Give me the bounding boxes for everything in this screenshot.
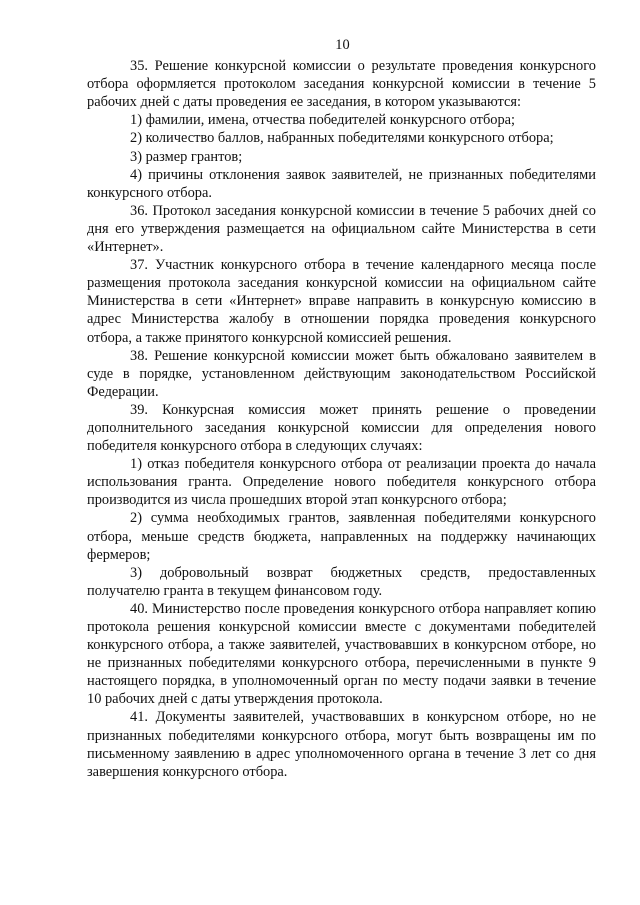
paragraph-38: 38. Решение конкурсной комиссии может быть обжаловано заявителем в суде в порядке, установленном действующим законодательством Российской Федерации. xyxy=(87,347,596,400)
paragraph-39-item-3: 3) добровольный возврат бюджетных средств, предоставленных получателю гранта в текущем финансовом году. xyxy=(87,564,596,599)
paragraph-40: 40. Министерство после проведения конкурсного отбора направляет копию протокола решения конкурсной комиссии вместе с документами победителей конкурсного отбора, а также заявителей, участвовавших в конкурсном отборе, но не признанных победителями конкурсного отбора, перечисленными в пункте 9 настоящего порядка, в уполномоченный орган по месту подачи заявки в течение 10 рабочих дней с даты утверждения протокола. xyxy=(87,600,596,708)
paragraph-41: 41. Документы заявителей, участвовавших в конкурсном отборе, но не признанных победителями конкурсного отбора, могут быть возвращены им по письменному заявлению в адрес уполномоченного органа в течение 3 лет со дня завершения конкурсного отбора. xyxy=(87,709,596,780)
page-number: 10 xyxy=(335,37,350,53)
paragraph-39-item-2: 2) сумма необходимых грантов, заявленная победителями конкурсного отбора, меньше средств бюджета, направленных на поддержку начинающих фермеров; xyxy=(87,510,596,563)
paragraph-39: 39. Конкурсная комиссия может принять решение о проведении дополнительного заседания конкурсной комиссии для определения нового победителя конкурсного отбора в следующих случаях: xyxy=(87,401,596,455)
paragraph-35-item-2: 2) количество баллов, набранных победителями конкурсного отбора; xyxy=(130,130,554,147)
paragraph-35: 35. Решение конкурсной комиссии о результате проведения конкурсного отбора оформляется протоколом заседания конкурсной комиссии в течение 5 рабочих дней с даты проведения ее заседания, в котором указываются: xyxy=(87,58,596,111)
paragraph-35-item-3: 3) размер грантов; xyxy=(130,148,243,165)
paragraph-37: 37. Участник конкурсного отбора в течение календарного месяца после размещения протокола заседания конкурсной комиссии на официальном сайте Министерства в сети «Интернет» вправе направить в конкурсную комиссию в адрес Министерства жалобу в отношении порядка проведения конкурсного отбора, а также принятого конкурсной комиссией решения. xyxy=(87,257,596,346)
paragraph-35-item-4: 4) причины отклонения заявок заявителей, не признанных победителями конкурсного отбора. xyxy=(87,166,596,201)
paragraph-35-item-1: 1) фамилии, имена, отчества победителей конкурсного отбора; xyxy=(130,112,516,129)
paragraph-36: 36. Протокол заседания конкурсной комиссии в течение 5 рабочих дней со дня его утверждения размещается на официальном сайте Министерства в сети «Интернет». xyxy=(87,202,596,256)
paragraph-39-item-1: 1) отказ победителя конкурсного отбора от реализации проекта до начала использования гранта. Определение нового победителя конкурсного отбора производится из числа прошедших второй этап конкурсного отбора; xyxy=(87,456,596,509)
